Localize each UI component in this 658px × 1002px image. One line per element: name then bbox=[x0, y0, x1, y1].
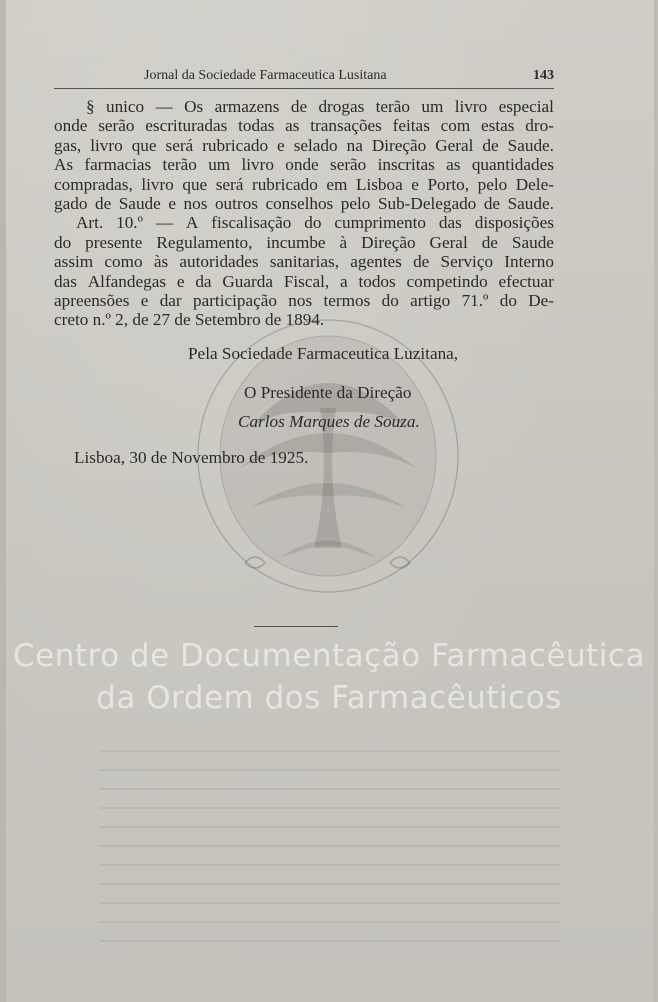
text-line: assim como às autoridades sanitarias, agentes de Serviço Interno bbox=[54, 252, 554, 272]
body-text bbox=[54, 97, 554, 330]
signature-society: Pela Sociedade Farmaceutica Luzitana, bbox=[188, 344, 459, 363]
show-through-text bbox=[100, 750, 560, 950]
page-edge-left bbox=[0, 0, 6, 1002]
text-line: Art. 10.º — A fiscalisação do cumprimento das disposições bbox=[76, 213, 554, 233]
text-line: gado de Saude e nos outros conselhos pelo Sub-Delegado de Saude. bbox=[54, 193, 554, 213]
text-line: apreensões e dar participação nos termos do artigo 71.º do De- bbox=[54, 290, 554, 310]
watermark-line-2: da Ordem dos Farmacêuticos bbox=[96, 680, 562, 716]
page-edge-right bbox=[654, 0, 658, 1002]
journal-title: Jornal da Sociedade Farmaceutica Lusitana bbox=[144, 68, 387, 83]
text-line: gas, livro que será rubricado e selado na Direção Geral de Saude. bbox=[54, 135, 554, 155]
text-line: creto n.º 2, de 27 de Setembro de 1894. bbox=[54, 310, 325, 330]
page-number: 143 bbox=[533, 68, 554, 83]
section-divider bbox=[254, 626, 338, 627]
text-line: compradas, livro que será rubricado em Lisboa e Porto, pelo Dele- bbox=[54, 174, 554, 194]
text-line: do presente Regulamento, incumbe à Direção Geral de Saude bbox=[54, 232, 554, 252]
text-line: das Alfandegas e da Guarda Fiscal, a todos competindo efectuar bbox=[54, 271, 554, 291]
place-date: Lisboa, 30 de Novembro de 1925. bbox=[74, 448, 309, 467]
text-line: onde serão escrituradas todas as transações feitas com estas dro- bbox=[54, 116, 554, 136]
signature-role: O Presidente da Direção bbox=[244, 383, 412, 402]
signature-name: Carlos Marques de Souza. bbox=[238, 412, 420, 431]
watermark-line-1: Centro de Documentação Farmacêutica bbox=[13, 638, 645, 674]
text-line: § unico — Os armazens de drogas terão um livro especial bbox=[86, 97, 554, 116]
running-header bbox=[54, 66, 554, 89]
text-line: As farmacias terão um livro onde serão inscritas as quantidades bbox=[54, 155, 554, 175]
